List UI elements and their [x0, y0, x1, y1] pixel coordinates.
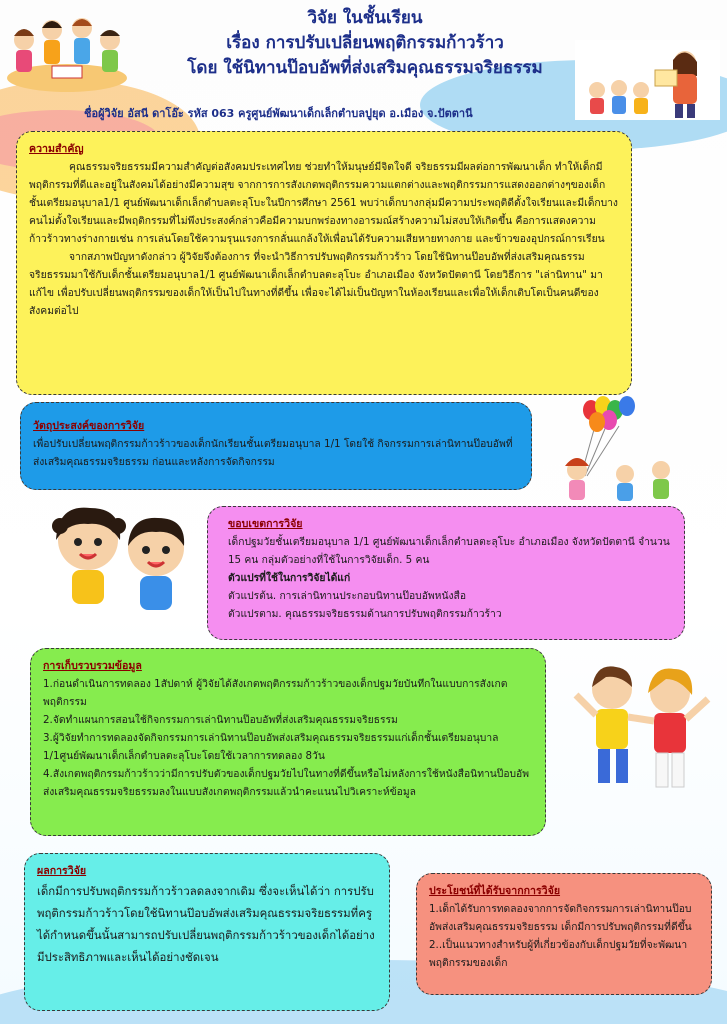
- scope-heading: ขอบเขตการวิจัย: [228, 518, 303, 530]
- importance-para-1: คุณธรรมจริยธรรมมีความสำคัญต่อสังคมประเทศไทย ช่วยทำให้มนุษย์มีจิตใจดี จริยธรรมมีผลต่อการพัฒนาเด็ก ทำให้เด็กมีพฤติกรรมที่ดีและอยู่ในสังคมได้อย่างมีความสุข จากการการสังเกตพฤติกรรมความแตกต่างและพฤติกรรมการแสดงออกต่างๆของเด็กชั้นเตรียมอนุบาล1/1 ศูนย์พัฒนาเด็กเล็กตำบลตะลุโบะในปีการศึกษา 2561 พบว่าเด็กบางกลุ่มมีความประพฤติดีตั้งใจเรียนและมีเด็กบางคนไม่ตั้งใจเรียนและมีพฤติกรรมที่ไม่พึงประสงค์กล่าวคือมีความบกพร่องทางอารมณ์สร้างความไม่สงบให้เกิดขึ้น คือการแสดงความก้าวร้าวทางร่างกายเช่น การเล่นโดยใช้ความรุนแรงการกลั่นแกล้งให้เพื่อนได้รับความเสียหายทางกาย และข้าวของอุปกรณ์การเรียน: [29, 161, 618, 245]
- benefits-box: [416, 873, 712, 995]
- balloon-kids-illustration: [545, 396, 690, 511]
- results-box: [24, 853, 390, 1011]
- title-line-3: โดย ใช้นิทานป๊อบอัพที่ส่งเสริมคุณธรรมจริยธรรม: [187, 58, 543, 78]
- benefits-item-1: 1.เด็กได้รับการทดลองจากการจัดกิจกรรมการเล่านิทานป๊อบอัพส่งเสริมคุณธรรมจริยธรรม เด็กมีการปรับพฤติกรรมที่ดีขึ้น: [429, 903, 692, 933]
- importance-box: [16, 131, 632, 395]
- collection-box: [30, 648, 546, 836]
- collection-item-3: 3.ผู้วิจัยทำการทดลองจัดกิจกรรมการเล่านิทานป๊อบอัพส่งเสริมคุณธรรมจริยธรรมแก่เด็กชั้นเตรียมอนุบาล 1/1ศูนย์พัฒนาเด็กเล็กตำบลตะลุโบะโดยใช้เวลาการทดลอง 8วัน: [43, 732, 499, 762]
- author-line: ชื่อผู้วิจัย อัสนี ดาโอ๊ะ รหัส 063 ครูศูนย์พัฒนาเด็กเล็กตำบลปูยุด อ.เมือง จ.ปัตตานี: [84, 107, 473, 120]
- scope-variable-independent: ตัวแปรต้น. การเล่านิทานประกอบนิทานป๊อบอัพหนังสือ: [228, 590, 466, 602]
- scope-variable-heading: ตัวแปรที่ใช้ในการวิจัยได้แก่: [228, 572, 351, 584]
- objective-box: [20, 402, 532, 490]
- title-line-1: วิจัย ในชั้นเรียน: [307, 8, 423, 28]
- collection-item-1: 1.ก่อนดำเนินการทดลอง 1สัปดาห์ ผู้วิจัยได้สังเกตพฤติกรรมก้าวร้าวของเด็กปฐมวัยบันทึกในแบบการสังเกตพฤติกรรม: [43, 678, 508, 708]
- benefits-item-2: 2..เป็นแนวทางสำหรับผู้ที่เกี่ยวข้องกับเด็กปฐมวัยที่จะพัฒนาพฤติกรรมของเด็ก: [429, 939, 688, 969]
- collection-item-4: 4.สังเกตพฤติกรรมก้าวร้าวว่ามีการปรับตัวของเด็กปฐมวัยไปในทางที่ดีขึ้นหรือไม่หลังการใช้หนังสือนิทานป๊อบอัพส่งเสริมคุณธรรมจริยธรรมลงในแบบสังเกตพฤติกรรมแล้วนำคะแนนไปวิเคราะห์ข้อมูล: [43, 768, 530, 798]
- scope-box: [207, 506, 685, 640]
- results-text: เด็กมีการปรับพฤติกรรมก้าวร้าวลดลงจากเดิม ซึ่งจะเห็นได้ว่า การปรับพฤติกรรมก้าวร้าวโดยใช้นิทานป๊อบอัพส่งเสริมคุณธรรมจริยธรรมที่ครูได้กำหนดขึ้นนั้นสามารถปรับเปลี่ยนพฤติกรรมก้าวร้าวของเด็กได้อย่างมีประสิทธิภาพและเห็นได้อย่างชัดเจน: [37, 884, 375, 964]
- two-kids-illustration: [38, 500, 208, 620]
- collection-item-2: 2.จัดทำแผนการสอนใช้กิจกรรมการเล่านิทานป๊อบอัพที่ส่งเสริมคุณธรรมจริยธรรม: [43, 714, 398, 726]
- scope-text: เด็กปฐมวัยชั้นเตรียมอนุบาล 1/1 ศูนย์พัฒนาเด็กเล็กตำบลตะลุโบะ อำเภอเมือง จังหวัดปัตตานี จำนวน 15 คน กลุ่มตัวอย่างที่ใช้ในการวิจัยเด็ก. 5 คน: [228, 536, 670, 566]
- results-heading: ผลการวิจัย: [37, 865, 87, 877]
- importance-heading: ความสำคัญ: [29, 143, 84, 155]
- objective-heading: วัตถุประสงค์ของการวิจัย: [33, 420, 145, 432]
- benefits-heading: ประโยชน์ที่ได้รับจากการวิจัย: [429, 885, 561, 897]
- collection-heading: การเก็บรวบรวมข้อมูล: [43, 660, 142, 672]
- scope-variable-dependent: ตัวแปรตาม. คุณธรรมจริยธรรมด้านการปรับพฤติกรรมก้าวร้าว: [228, 608, 502, 620]
- poster-title: [130, 6, 600, 81]
- objective-text: เพื่อปรับเปลี่ยนพฤติกรรมก้าวร้าวของเด็กนักเรียนชั้นเตรียมอนุบาล 1/1 โดยใช้ กิจกรรมการเล่านิทานป๊อบอัพที่ส่งเสริมคุณธรรมจริยธรรม ก่อนและหลังการจัดกิจกรรม: [33, 438, 513, 468]
- title-line-2: เรื่อง การปรับเปลี่ยนพฤติกรรมก้าวร้าว: [226, 33, 504, 53]
- kids-reading-illustration: [2, 6, 132, 96]
- importance-para-2: จากสภาพปัญหาดังกล่าว ผู้วิจัยจึงต้องการ ที่จะนำวิธีการปรับพฤติกรรมก้าวร้าว โดยใช้นิทานป๊อบอัพที่ส่งเสริมคุณธรรมจริยธรรมมาใช้กับเด็กชั้นเตรียมอนุบาล1/1 ศูนย์พัฒนาเด็กเล็กตำบลตะลุโบะ อำเภอเมือง จังหวัดปัตตานี โดยวิธีการ "เล่านิทาน" มาแก้ไข เพื่อปรับเปลี่ยนพฤติกรรมของเด็กให้เป็นไปในทางที่ดีขึ้น เพื่อจะได้ไม่เป็นปัญหาในห้องเรียนและเพื่อให้เด็กเติบโตเป็นคนดีของสังคมต่อไป: [29, 251, 603, 317]
- running-kids-illustration: [562, 655, 717, 815]
